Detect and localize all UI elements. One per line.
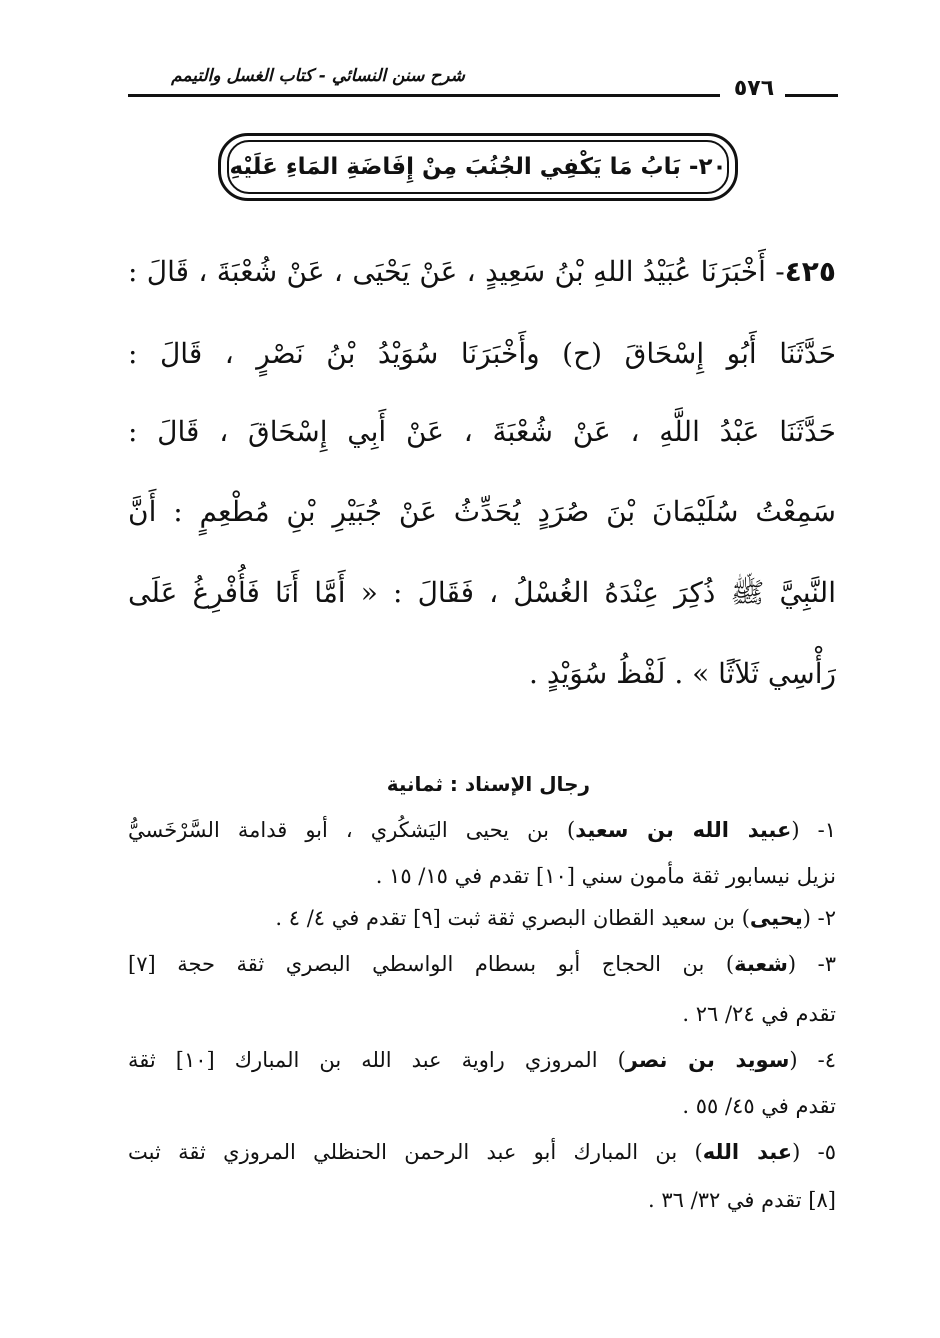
narrator-entry-2 — [128, 908, 836, 929]
narrator-entry-5 — [128, 1142, 836, 1163]
hadith-line-3: حَدَّثَنَا عَبْدُ اللَّهِ ، عَنْ شُعْبَةَ ، عَنْ أَبِي إِسْحَاقَ ، قَالَ : — [128, 415, 836, 448]
entry-prefix: ٢- ( — [802, 906, 836, 930]
entry-suffix: ) المروزي راوية عبد الله بن المبارك [١٠] ثقة — [128, 1048, 626, 1072]
hadith-line-5: النَّبِيَّ ﷺ ذُكِرَ عِنْدَهُ الغُسْلُ ، فَقَالَ : « أَمَّا أَنَا فَأُفْرِغُ عَلَى — [128, 576, 836, 609]
hadith-number: ٤٢٥ — [784, 255, 836, 288]
hadith-line-2: حَدَّثَنَا أَبُو إِسْحَاقَ (ح) وأَخْبَرَنَا سُوَيْدُ بْنُ نَصْرٍ ، قَالَ : — [128, 337, 836, 370]
narrator-name: عبيد الله بن سعيد — [575, 818, 792, 842]
narrator-entry-5-cont: [٨] تقدم في ٣٢/ ٣٦ . — [648, 1188, 836, 1212]
narrator-entry-3 — [128, 954, 836, 975]
narrator-name: عبد الله — [702, 1140, 793, 1164]
entry-suffix: ) بن يحيى اليَشكُري ، أبو قدامة السَّرْخَسيُّ — [128, 818, 576, 842]
hadith-line-6: رَأْسِي ثَلاَثًا » . لَفْظُ سُوَيْدٍ . — [529, 657, 836, 690]
running-title: شرح سنن النسائي - كتاب الغسل والتيمم — [171, 66, 465, 86]
entry-prefix: ٤- ( — [789, 1048, 836, 1072]
chapter-heading-box — [218, 133, 738, 201]
narrator-name: يحيى — [749, 906, 803, 930]
page-number-rule — [785, 94, 838, 97]
hadith-line-4: سَمِعْتُ سُلَيْمَانَ بْنَ صُرَدٍ يُحَدِّثُ عَنْ جُبَيْرِ بْنِ مُطْعِمٍ : أَنَّ — [128, 495, 836, 528]
chapter-heading: ٢٠- بَابُ مَا يَكْفِي الجُنُبَ مِنْ إِفَاضَةِ المَاءِ عَلَيْهِ — [229, 154, 727, 180]
narrator-entry-4 — [128, 1050, 836, 1071]
narrators-title: رجال الإسناد : ثمانية — [386, 772, 590, 796]
entry-prefix: ٣- ( — [787, 952, 836, 976]
narrator-name: سويد بن نصر — [625, 1048, 790, 1072]
narrator-name: شعبة — [734, 952, 788, 976]
narrator-entry-3-cont: تقدم في ٢٤/ ٢٦ . — [682, 1002, 836, 1026]
entry-suffix: ) بن سعيد القطان البصري ثقة ثبت [٩] تقدم في ٤/ ٤ . — [275, 906, 750, 930]
narrator-entry-4-cont: تقدم في ٤٥/ ٥٥ . — [682, 1094, 836, 1118]
page-number: ٥٧٦ — [733, 76, 775, 101]
header-rule — [128, 94, 720, 97]
narrator-entry-1-cont: نزيل نيسابور ثقة مأمون سني [١٠] تقدم في ١٥/ ١٥ . — [375, 864, 836, 888]
entry-suffix: ) بن الحجاج أبو بسطام الواسطي البصري ثقة حجة [٧] — [128, 952, 735, 976]
entry-prefix: ٥- ( — [792, 1140, 837, 1164]
narrator-entry-1 — [128, 820, 836, 841]
entry-suffix: ) بن المبارك أبو عبد الرحمن الحنظلي المروزي ثقة ثبت — [128, 1140, 703, 1164]
hadith-text: - أَخْبَرَنَا عُبَيْدُ اللهِ بْنُ سَعِيدٍ ، عَنْ يَحْيَى ، عَنْ شُعْبَةَ ، قَالَ : — [128, 255, 785, 288]
entry-prefix: ١- ( — [791, 818, 836, 842]
hadith-line-1 — [128, 255, 836, 288]
